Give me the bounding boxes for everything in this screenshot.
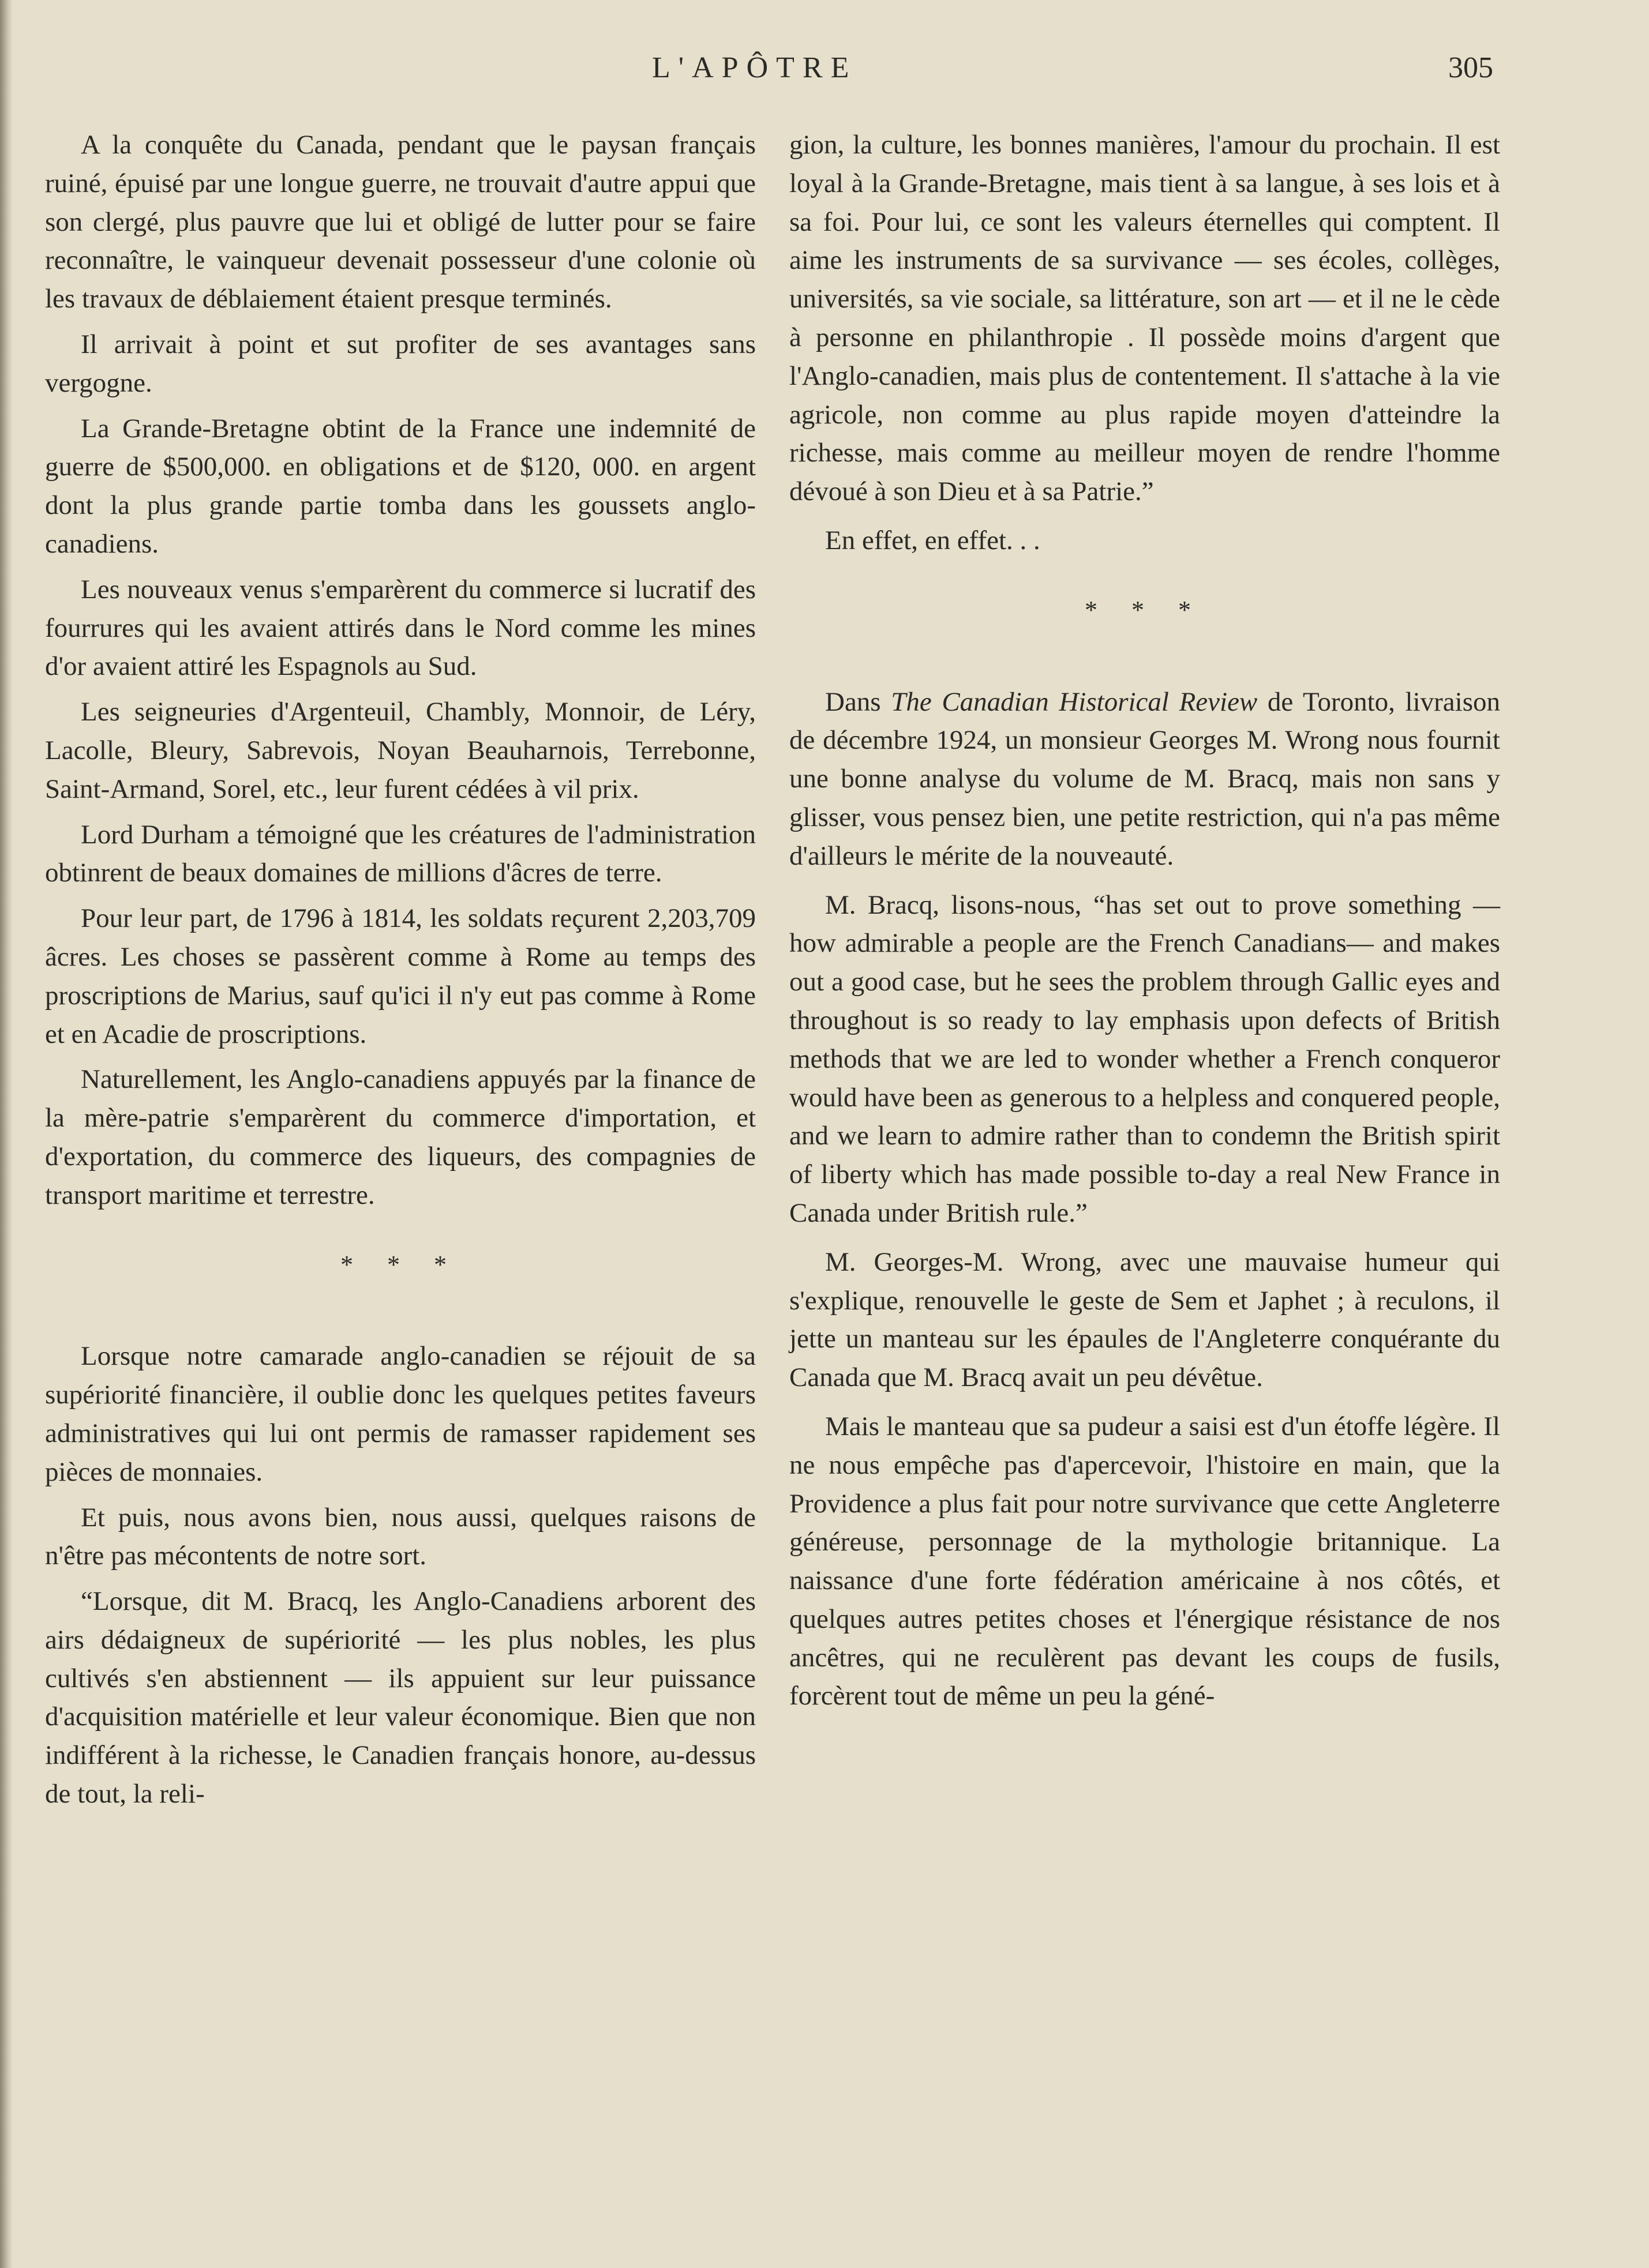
right-column bbox=[789, 126, 1500, 1722]
paragraph-review bbox=[789, 683, 1500, 876]
page-number: 305 bbox=[1448, 51, 1493, 84]
paragraph: Et puis, nous avons bien, nous aussi, quelques raisons de n'être pas mécontents de notre sort. bbox=[45, 1502, 756, 1571]
paragraph: Mais le manteau que sa pudeur a saisi est d'un étoffe légère. Il ne nous empêche pas d'apercevoir, l'histoire en main, que la Providence a plus fait pour notre survivance que cette Angleterre généreuse, personnage de la mythologie britannique. La naissance d'une forte fédération américaine à nos côtés, et quelques autres petites choses et l'énergique résistance de nos ancêtres, qui ne reculèrent pas devant les coups de fusils, forcèrent tout de même un peu la géné- bbox=[789, 1411, 1500, 1711]
paragraph: gion, la culture, les bonnes manières, l'amour du prochain. Il est loyal à la Grande-Bretagne, mais tient à sa langue, à ses lois et à sa foi. Pour lui, ce sont les valeurs éternelles qui comptent. Il aime les instruments de sa survivance — ses écoles, collèges, universités, sa vie sociale, sa littérature, son art — et il ne le cède à personne en philanthropie . Il possède moins d'argent que l'Anglo-canadien, mais plus de contentement. Il s'attache à la vie agricole, non comme au plus rapide moyen d'atteindre la richesse, mais comme au meilleur moyen de rendre l'homme dévoué à son Dieu et à sa Patrie.” bbox=[789, 130, 1500, 507]
paragraph: “Lorsque, dit M. Bracq, les Anglo-Canadiens arborent des airs dédaigneux de supériorité — les plus nobles, les plus cultivés s'en abstiennent — ils appuient sur leur puissance d'acquisition matérielle et leur valeur économique. Bien que non indifférent à la richesse, le Canadien français honore, au-dessus de tout, la reli- bbox=[45, 1586, 756, 1809]
paragraph: Il arrivait à point et sut profiter de ses avantages sans vergogne. bbox=[45, 329, 756, 398]
paragraph: M. Georges-M. Wrong, avec une mauvaise humeur qui s'explique, renouvelle le geste de Sem et Japhet ; à reculons, il jette un manteau sur les épaules de l'Angleterre conquérante du Canada que M. Bracq avait un peu dévêtue. bbox=[789, 1246, 1500, 1393]
page-edge-shadow bbox=[0, 0, 13, 2268]
page-header bbox=[0, 51, 1649, 91]
running-title: L'APÔTRE bbox=[652, 51, 857, 84]
section-separator: * * * bbox=[1085, 595, 1205, 624]
journal-title: The Canadian Historical Review bbox=[891, 686, 1258, 717]
section-separator: * * * bbox=[340, 1250, 460, 1279]
paragraph: En effet, en effet. . . bbox=[825, 525, 1040, 555]
paragraph-quote: M. Bracq, lisons-nous, “has set out to prove something — how admirable a people are the French Canadians— and makes out a good case, but he sees the problem through Gallic eyes and throughout is so ready to lay emphasis upon defects of British methods that we are led to wonder whether a French conqueror would have been as generous to a helpless and conquered people, and we learn to admire rather than to condemn the British spirit of liberty which has made possible to-day a real New France in Canada under British rule.” bbox=[789, 889, 1500, 1228]
paragraph: Naturellement, les Anglo-canadiens appuyés par la finance de la mère-patrie s'emparèrent du commerce d'importation, et d'exportation, du commerce des liqueurs, des compagnies de transport maritime et terrestre. bbox=[45, 1064, 756, 1210]
paragraph: A la conquête du Canada, pendant que le paysan français ruiné, épuisé par une longue guerre, ne trouvait d'autre appui que son clergé, plus pauvre que lui et obligé de lutter pour se faire reconnaître, le vainqueur devenait possesseur d'une colonie où les travaux de déblaiement étaient presque terminés. bbox=[45, 130, 756, 314]
text-run: Dans bbox=[825, 686, 881, 717]
text-run: de Toronto, livraison de décembre 1924, un monsieur Georges M. Wrong nous fournit une bonne analyse du volume de M. Bracq, mais non sans y glisser, vous pensez bien, une petite restriction, qui n'a pas même d'ailleurs le mérite de la nouveauté. bbox=[789, 686, 1501, 871]
paragraph: Les seigneuries d'Argenteuil, Chambly, Monnoir, de Léry, Lacolle, Bleury, Sabrevois, Noyan Beauharnois, Terrebonne, Saint-Armand, Sorel, etc., leur furent cédées à vil prix. bbox=[45, 697, 756, 804]
left-column bbox=[45, 126, 756, 1820]
paragraph: La Grande-Bretagne obtint de la France une indemnité de guerre de $500,000. en obligations et de $120, 000. en argent dont la plus grande partie tomba dans les goussets anglo-canadiens. bbox=[45, 413, 756, 559]
paragraph: Lord Durham a témoigné que les créatures de l'administration obtinrent de beaux domaines de millions d'âcres de terre. bbox=[45, 819, 756, 888]
paragraph: Lorsque notre camarade anglo-canadien se réjouit de sa supériorité financière, il oublie donc les quelques petites faveurs administratives qui lui ont permis de ramasser rapidement ses pièces de monnaies. bbox=[45, 1341, 756, 1487]
paragraph: Pour leur part, de 1796 à 1814, les soldats reçurent 2,203,709 âcres. Les choses se passèrent comme à Rome au temps des proscriptions de Marius, sauf qu'ici il n'y eut pas comme à Rome et en Acadie de proscriptions. bbox=[45, 903, 756, 1049]
paragraph: Les nouveaux venus s'emparèrent du commerce si lucratif des fourrures qui les avaient attirés dans le Nord comme les mines d'or avaient attiré les Espagnols au Sud. bbox=[45, 574, 756, 682]
